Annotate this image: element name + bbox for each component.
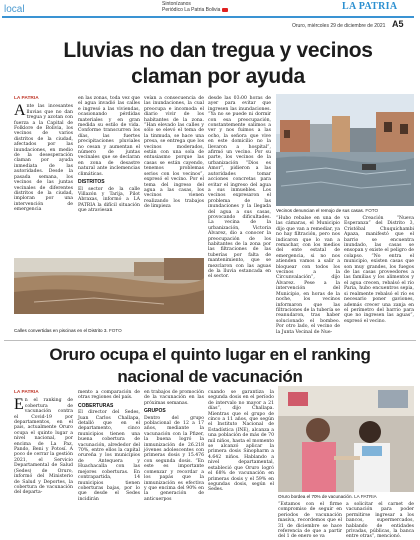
section-label: local	[4, 4, 25, 15]
caption-left-text: Calles convertidas en piscinas en el Distrito 3.	[14, 328, 108, 333]
youtube-icon	[222, 8, 228, 12]
article1-col2	[78, 96, 140, 256]
section-divider	[4, 340, 416, 341]
article1-caption-left	[14, 328, 214, 333]
article1-headline: Lluvias no dan tregua y vecinos claman por ayuda	[63, 39, 373, 88]
promo-line2-text: Periódico La Patria Bolivia	[162, 7, 221, 13]
caption-right-credit: FOTO	[365, 208, 379, 213]
article2-headline: Oruro ocupa el quinto lugar en el ranking nacional de vacunación	[49, 345, 371, 386]
article1-col3	[144, 96, 204, 256]
social-promo	[162, 1, 232, 13]
article2-caption-text: Oruro bordea el 70% de vacunación.	[278, 494, 353, 499]
article2-col5	[278, 502, 342, 540]
article1-subhead-distritos: DISTRITOS	[78, 179, 105, 186]
caption-left-credit: FOTO	[109, 328, 122, 333]
article2-col1-text: n el ranking de cobertura de vacunación contra el Covid-19 por departamentos, en el país, actualmente Oruro ocupa el quinto lugar a nivel nacional, por encima de La Paz, Pando, Beni y Potosí. A poco de cerrar la gestión 2021, el Servicio Departamental de Salud (Sedes) de Oruro, informó del Ministerio de Salud y Deportes, la cobertura de vacunación del departa-	[14, 398, 73, 496]
page-number: A5	[392, 19, 404, 29]
article1-col3-text: veían a consecuencia de las inundaciones, la cual preocupa e incomoda el diario vivir de los habitantes de la zona. “Han elevado las calles y sólo se elevó el tema de la tinmuda, se hace una presa, se entrega que los vecinos moderados, están con una sola de entusiasmo porque las casas se están cayendo, tenemos problemas serios con los vecinos”, expresó el vecino. Por el tema del ingreso del agua a las casas, los vecinos vienen realizando los trabajos de limpieza	[144, 96, 204, 210]
page-header	[0, 0, 420, 30]
article2-dropcap: E	[14, 396, 24, 414]
article2-caption-credit: LA PATRIA	[354, 494, 377, 499]
article2-col1	[14, 390, 73, 530]
promo-line2	[162, 7, 232, 13]
article2-col3b-text: Dentro del grupo poblacional de 12 a 17 años, mediante la vacunación con la Pfizer, la buena logró la inmunización de 26.218 jóvenes adolescentes con primeras dosis y 15.476 con segunda dosis. “En este es importante comenzar y recordar a los papás que la inmunización es efectiva y que encima del 90% en la generación de anticuerpos	[144, 415, 204, 502]
flooded-houses-image	[276, 94, 414, 206]
article2-col6	[346, 502, 414, 540]
article1-col4	[208, 96, 271, 292]
newspaper-brand: LA PATRIA	[342, 1, 398, 12]
header-rule	[2, 16, 414, 18]
vaccination-image	[278, 386, 414, 492]
article2-col6-text: a solicitar el carnet de vacunación para poder permitirse ingresar a los bancos, supermercados, hablando de entidades privadas, públicas, la banca entre otras”, mencionó.	[346, 502, 414, 540]
issue-date: Oruro, miércoles 29 de diciembre de 2021	[292, 23, 386, 29]
caption-right-text: Vecinos denuncian el remojo de sus casas.	[276, 208, 365, 213]
article1-col1	[14, 96, 73, 256]
article1-col1-text: nte las incesantes lluvias que no dan tregua y azotan con fuerza a la Capital de Folklore de Bolivia, los vecinos de varios distritos de la ciudad, afectados por las inundaciones, en medio de la desesperación claman por ayuda inmediata de las autoridades. Desde la pasada semana, los vecinos de las juntas vecinales de diferentes distritos de la ciudad, imploran por una intervención de emergencia	[14, 104, 73, 213]
article2-byline: LA PATRIA	[14, 390, 39, 395]
promo-line1: Sintonízanos	[162, 1, 191, 7]
article2-col2	[78, 390, 140, 530]
article2-col3-text: en trabajos de promoción de la vacunación en las próximas semanas.	[144, 390, 204, 406]
article1-col6-text: va Creación “Nueva Esperanza” del Distrito 3, Cristóbal Chuquichambi Apaza, manifestó que el barrio se encuentra inundado, las casas se ensopan y existe el peligro de colapso. “No entra el municipio, existen casas que son muy grandes, los fuegos de las casas proveedores a las familias y los alimentos y el agua crecen, rebalsó el río Paria, hubo encuentros sepia, si realmente rebalsó el río es necesario poner gaviones, además crecer una zanja en el perímetro del barrio para que no ingresen las aguas”, expresó el vecino.	[344, 216, 414, 324]
flooded-street-image	[14, 258, 204, 314]
flooded-street-photo	[14, 258, 204, 314]
article2-col2-text: mento a comparación de otras regiones del país.	[78, 390, 140, 401]
article1-col2-text: en las zonas, toda vez que el agua invadió las calles e ingresó a las viviendas, ocasionando pérdidas materiales y en gran medida su estilo de vida. Conforme transcurren los días, las fuertes precipitaciones pluviales no cesan y aumentan el número de juntas vecinales que se declaran en zona de desastre natural ante inclemencias climáticas.	[78, 96, 140, 177]
article1-caption-right	[276, 208, 416, 213]
article2-col4-text: cuando se garantiza la segunda dosis en el período de intervalo no mayor a 21 días”, dijo Challapa. Mientras que el grupo de cinco a 11 años, que según el Instituto Nacional de Estadística (INE), alcanza a una población de más de 70 mil niños, hasta el momento se alcanzó aplicar la primera dosis Sinopharm a 4.642 niños. Hablando a nivel departamental, estableció que Oruro logró el 68% de vacunación en primeras dosis y el 59% en segundas dosis, según el Sedes.	[208, 390, 274, 493]
article2-caption	[278, 494, 418, 499]
vaccination-photo	[278, 386, 414, 492]
article1-col4-text: desde las 03:00 horas de ayer para evitar que ingresen las inundaciones. “Ya no se puede ni dormir con esa preocupación, constantemente salimos a ver y nos fuimos a las ocho, la señora que vive en este domicilio no la llevaron a hospital”, afirmó un vecino. Por su parte, los vecinos de la urbanización “Dios es Amor”, pidieron a las autoridades tomar acciones concretas para evitar el ingreso del agua a sus inmuebles. Los vecinos expresaron el problema de las inundaciones y la llegada del agua a sus casas, provocando dificultades. La vecina de la urbanización, Victoria Álvarez, dio a conocer la preocupación de los habitantes de la zona por las filtraciones de las tuberías por falta de mantenimiento, que se mezclaron con las aguas de la lluvia estancada en el sector.	[208, 96, 271, 280]
article2-subhead-coberturas: COBERTURAS	[78, 402, 114, 409]
article1-col5	[276, 216, 340, 335]
article1-col5-text: “Hubo rebalse en una de las cámaras, el Municipio dijo que van a remediar, ya no hay filtración, pero nos indicaron que lo van a remachar, con los medios del ente estatal de emergencia, si no nos atienden vamos a salir a bloquear con todos los vecinos a la Circunvalación”, dijo Álvarez. Pese a la intervención del Municipio, en horas de la noche, los vecinos informaron que las filtraciones de la tubería se reanudaron, tras haber solucionado el bombeo. Por otro lado, el vecino de la Junta Vecinal de Nue-	[276, 216, 340, 335]
article2-col2b-text: El director del Sedes, Juan Carlos Challapa, detalló que en el departamento, cinco municipios tienen una buena cobertura de vacunación, alrededor del 70%, entre ellos la capital orureña y los municipios de Antequera y Huachacalla con las mejores coberturas. En contrapartida, 14 municipios tienen coberturas bajas, por lo que desde el Sedes incidirán	[78, 410, 140, 502]
article2-col4	[208, 390, 274, 530]
article2-col5-text: “Estamos con el firme compromiso de seguir en periodos de vacunación masiva, recordemos que el 31 de diciembre se hace referencia de que a partir del 1 de enero se va	[278, 502, 342, 540]
article1-col2b-text: El sector de la calle Villazón y Tarija, Pilot Abraxas, informó a LA PATRIA la difícil situación que atraviesan	[78, 186, 140, 214]
article2-col3	[144, 390, 204, 530]
article1-dropcap: A	[14, 102, 26, 120]
article1-col6	[344, 216, 414, 324]
article2-subhead-grupos: GRUPOS	[144, 408, 166, 415]
article1-byline: LA PATRIA	[14, 96, 39, 101]
flooded-houses-photo	[276, 94, 414, 206]
